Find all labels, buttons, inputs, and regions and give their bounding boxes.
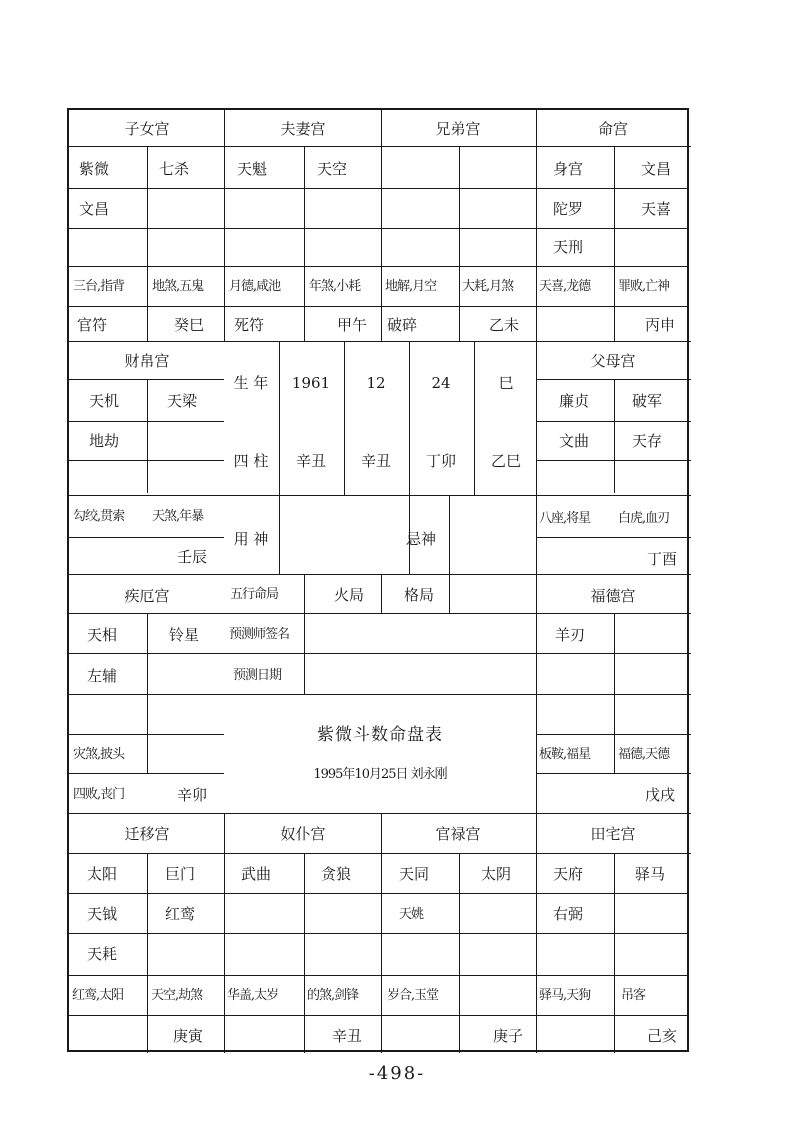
grid-line: [69, 537, 224, 538]
ganzhi: 己亥: [647, 1027, 678, 1045]
palace-title-nupu: 奴仆宫: [280, 825, 326, 843]
palace-title-qianyi: 迁移宫: [124, 825, 170, 843]
star: 红鸾: [165, 905, 196, 923]
star: 陀罗: [553, 200, 584, 218]
geju-label: 格局: [403, 586, 435, 604]
ganzhi: 甲午: [337, 316, 368, 334]
grid-line: [69, 694, 691, 695]
birth-year: 1961: [291, 374, 331, 392]
ganzhi: 癸巳: [174, 316, 205, 334]
grid-line: [147, 613, 148, 773]
ziwei-chart: [67, 108, 689, 1052]
star: 天存: [632, 432, 663, 450]
star: 天相: [87, 626, 118, 644]
grid-line: [279, 341, 280, 574]
star: 天同: [399, 865, 430, 883]
grid-line: [381, 574, 382, 614]
grid-line: [69, 773, 224, 774]
ganzhi: 壬辰: [177, 548, 208, 566]
ganzhi: 庚寅: [173, 1027, 204, 1045]
palace-title-jie: 疾厄宫: [124, 587, 170, 605]
shensha: 地解,月空: [385, 279, 437, 294]
shensha: 破碎: [387, 316, 418, 334]
ganzhi: 乙未: [489, 316, 520, 334]
grid-line: [449, 495, 450, 574]
shensha: 年煞,小耗: [309, 279, 361, 294]
birth-hour: 巳: [498, 374, 514, 392]
grid-line: [69, 146, 691, 147]
grid-line: [69, 613, 691, 614]
pillar-month: 辛丑: [360, 452, 392, 470]
shensha: 天煞,年暴: [152, 509, 204, 524]
grid-line: [69, 933, 689, 934]
shensha: 吊客: [621, 988, 646, 1003]
star: 天机: [89, 392, 120, 410]
star: 右弼: [553, 905, 584, 923]
star: 廉贞: [559, 392, 590, 410]
shensha: 的煞,剑锋: [307, 988, 359, 1003]
star: 巨门: [165, 865, 196, 883]
grid-line: [69, 306, 689, 307]
grid-line: [69, 975, 689, 976]
grid-line: [69, 734, 224, 735]
grid-line: [614, 379, 615, 493]
star: 驿马: [635, 865, 666, 883]
star: 天钺: [87, 905, 118, 923]
star: 天府: [553, 865, 584, 883]
grid-line: [614, 853, 615, 1053]
sizhu-label: 四 柱: [233, 452, 269, 470]
star: 身宫: [553, 160, 584, 178]
chart-title: 紫微斗数命盘表: [317, 725, 443, 745]
ganzhi: 辛卯: [177, 786, 208, 804]
shensha: 三台,指背: [73, 279, 125, 294]
grid-line: [69, 460, 224, 461]
star: 太阳: [87, 865, 118, 883]
grid-line: [304, 574, 305, 694]
palace-title-ming: 命宫: [597, 120, 629, 138]
shensha: 八座,将星: [539, 511, 591, 526]
grid-line: [69, 574, 691, 575]
wuxing-label: 五行命局: [230, 587, 279, 602]
predictor-signature-label: 预测师签名: [229, 627, 290, 642]
star: 文昌: [79, 200, 110, 218]
grid-line: [69, 421, 224, 422]
shensha: 四败,丧门: [73, 787, 125, 802]
star: 太阴: [481, 865, 512, 883]
birth-year-label: 生 年: [233, 374, 269, 392]
ganzhi: 丁酉: [647, 550, 678, 568]
grid-line: [536, 734, 691, 735]
grid-line: [69, 813, 691, 814]
shensha: 大耗,月煞: [462, 279, 514, 294]
predict-date-label: 预测日期: [233, 668, 282, 683]
grid-line: [614, 613, 615, 773]
shensha: 天喜,龙德: [539, 279, 591, 294]
shensha: 天空,劫煞: [151, 988, 203, 1003]
palace-title-guanlu: 官禄宫: [435, 825, 481, 843]
star: 左辅: [87, 667, 118, 685]
star: 天空: [317, 160, 348, 178]
palace-title-zinv: 子女宫: [124, 120, 170, 138]
date-author: 1995年10月25日 刘永刚: [313, 767, 447, 782]
star: 武曲: [241, 865, 272, 883]
star: 羊刃: [555, 626, 586, 644]
star: 天魁: [237, 160, 268, 178]
palace-title-tianzhai: 田宅宫: [590, 825, 636, 843]
grid-line: [69, 188, 689, 189]
grid-line: [614, 146, 615, 341]
grid-line: [344, 341, 345, 495]
palace-title-fumu: 父母宫: [590, 352, 636, 370]
grid-line: [459, 853, 460, 1053]
pillar-year: 辛丑: [295, 452, 327, 470]
shensha: 罪败,亡神: [618, 279, 670, 294]
star: 贪狼: [321, 865, 352, 883]
grid-line: [536, 110, 537, 1053]
grid-line: [69, 228, 689, 229]
grid-line: [224, 653, 536, 654]
grid-line: [69, 1015, 689, 1016]
shensha: 岁合,玉堂: [387, 988, 439, 1003]
star: 天喜: [641, 200, 672, 218]
shensha: 华盖,太岁: [227, 988, 279, 1003]
shensha: 死符: [234, 316, 265, 334]
grid-line: [536, 460, 691, 461]
grid-line: [147, 379, 148, 493]
grid-line: [474, 341, 475, 495]
star: 文昌: [641, 160, 672, 178]
grid-line: [304, 853, 305, 1053]
shensha: 灾煞,披头: [73, 747, 125, 762]
shensha: 驿马,天狗: [539, 988, 591, 1003]
pillar-day: 丁卯: [425, 452, 457, 470]
grid-line: [69, 266, 689, 267]
star: 七杀: [159, 160, 190, 178]
star: 铃星: [169, 626, 200, 644]
grid-line: [69, 379, 224, 380]
palace-title-fuqi: 夫妻宫: [280, 120, 326, 138]
grid-line: [449, 574, 450, 614]
star: 文曲: [559, 432, 590, 450]
grid-line: [536, 537, 691, 538]
star: 天刑: [553, 238, 584, 256]
palace-title-caibo: 财帛宫: [124, 352, 170, 370]
shensha: 福德,天德: [618, 747, 670, 762]
star: 天耗: [87, 945, 118, 963]
shensha: 月德,咸池: [229, 279, 281, 294]
grid-line: [536, 773, 691, 774]
grid-line: [536, 653, 691, 654]
grid-line: [69, 495, 691, 496]
grid-line: [69, 853, 691, 854]
grid-line: [536, 379, 691, 380]
grid-line: [459, 146, 460, 341]
shensha: 红鸾,太阳: [72, 988, 124, 1003]
shensha: 地煞,五鬼: [152, 279, 204, 294]
wuxing-value: 火局: [333, 586, 365, 604]
grid-line: [69, 653, 224, 654]
star: 破军: [632, 392, 663, 410]
grid-line: [147, 146, 148, 341]
ganzhi: 辛丑: [332, 1027, 363, 1045]
shensha: 白虎,血刃: [618, 511, 670, 526]
grid-line: [304, 146, 305, 341]
shensha: 勾绞,贯索: [73, 509, 125, 524]
ganzhi: 丙申: [645, 316, 676, 334]
star: 天姚: [399, 907, 424, 922]
palace-title-xiongdi: 兄弟宫: [435, 120, 481, 138]
pillar-hour: 乙巳: [490, 452, 522, 470]
grid-line: [147, 853, 148, 1053]
palace-title-fude: 福德宫: [590, 587, 636, 605]
star: 天梁: [167, 392, 198, 410]
yongshen-label: 用 神: [233, 530, 269, 548]
ganzhi: 戊戌: [645, 786, 676, 804]
grid-line: [69, 341, 691, 342]
grid-line: [69, 893, 689, 894]
birth-day: 24: [431, 374, 451, 392]
jishen-label: 忌神: [405, 530, 437, 548]
page-number: -498-: [368, 1063, 426, 1084]
grid-line: [536, 421, 691, 422]
star: 地劫: [89, 432, 120, 450]
star: 紫微: [79, 160, 110, 178]
birth-month: 12: [366, 374, 386, 392]
ganzhi: 庚子: [493, 1027, 524, 1045]
shensha: 官符: [77, 316, 108, 334]
shensha: 板鞍,福星: [539, 747, 591, 762]
